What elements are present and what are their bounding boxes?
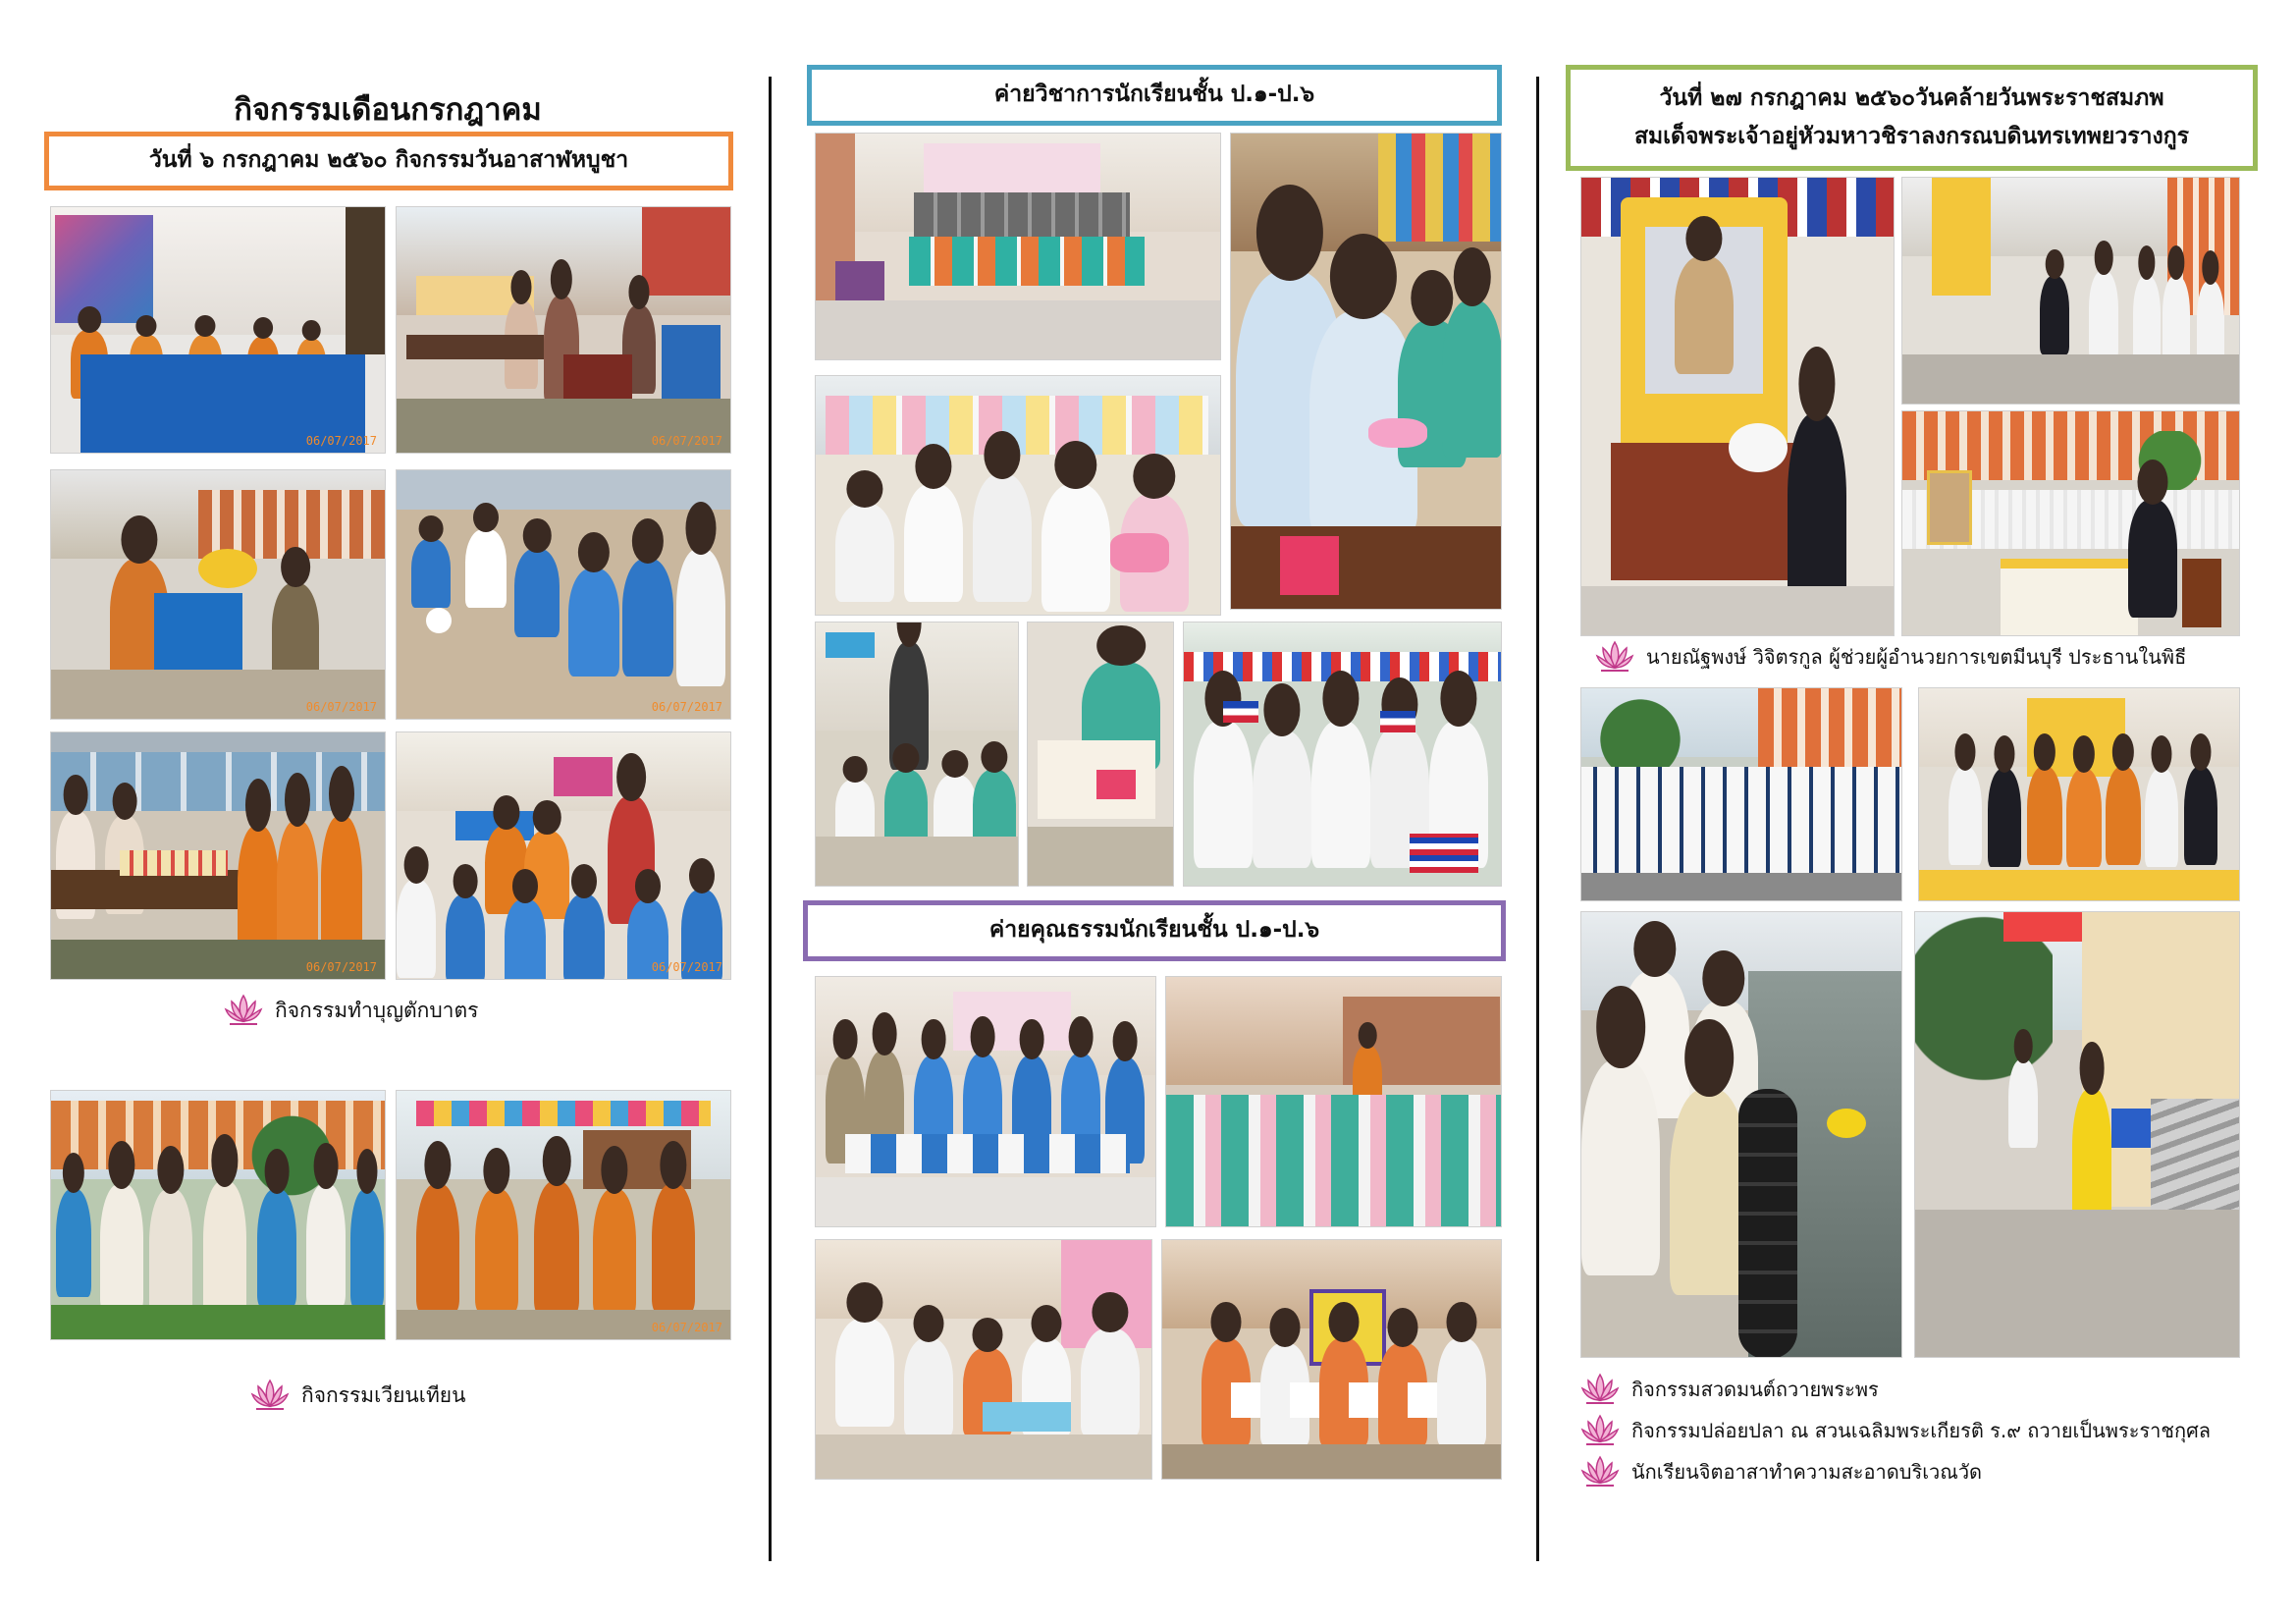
photo-giving-alms: [50, 731, 386, 980]
banner-moral-camp: [803, 900, 1506, 961]
photo-date-stamp: 06/07/2017: [651, 1321, 722, 1334]
photo-date-stamp: 06/07/2017: [305, 960, 377, 974]
photo-moral-camp-group: [815, 976, 1156, 1227]
photo-parents-at-tables: [396, 206, 731, 454]
caption-candle-procession: [250, 1379, 465, 1412]
lotus-icon: [1580, 1373, 1620, 1406]
caption-temple-cleaning-text: นักเรียนจิตอาสาทำความสะอาดบริเวณวัด: [1631, 1460, 1983, 1484]
photo-students-with-certificates: [1161, 1239, 1502, 1480]
photo-students-sitting-floor: [815, 622, 1019, 887]
banner-kings-birthday: [1566, 65, 2258, 171]
photo-students-assembly-field: [1580, 687, 1902, 901]
column-divider-right: [1536, 77, 1539, 1561]
banner-asalha-bucha: [44, 132, 733, 190]
lotus-icon: [250, 1379, 290, 1412]
photo-students-holding-crafts: [1230, 133, 1502, 610]
photo-date-stamp: 06/07/2017: [651, 700, 722, 714]
caption-alms-giving-text: กิจกรรมทำบุญตักบาตร: [275, 998, 479, 1022]
page-title: กิจกรรมเดือนกรกฎาคม: [234, 92, 542, 128]
banner-academic-camp-text: ค่ายวิชาการนักเรียนชั้น ป.๑-ป.๖: [993, 81, 1315, 108]
photo-students-with-flags: [1183, 622, 1502, 887]
photo-monks-at-table: [50, 206, 386, 454]
lotus-icon: [224, 994, 263, 1027]
caption-fish-release-text: กิจกรรมปล่อยปลา ณ สวนเฉลิมพระเกียรติ ร.๙ ถวายเป็นพระราชกุศล: [1631, 1419, 2212, 1442]
photo-moral-camp-hall: [1165, 976, 1502, 1227]
photo-monks-and-officials: [1918, 687, 2240, 901]
photo-students-with-sign: [815, 1239, 1152, 1480]
photo-children-queue-monks: [396, 731, 731, 980]
photo-students-kneeling: [396, 469, 731, 720]
caption-temple-cleaning: [1580, 1455, 1982, 1489]
caption-alms-giving: [224, 994, 478, 1027]
photo-candle-procession-teachers: [50, 1090, 386, 1340]
caption-ceremony-president-text: นายณัฐพงษ์ วิจิตรกูล ผู้ช่วยผู้อำนวยการเขตมีนบุรี ประธานในพิธี: [1646, 645, 2187, 669]
caption-ceremony-president: [1595, 640, 2186, 674]
banner-asalha-bucha-text: วันที่ ๖ กรกฎาคม ๒๕๖๐ กิจกรรมวันอาสาฬหบูชา: [148, 147, 629, 174]
photo-date-stamp: 06/07/2017: [305, 700, 377, 714]
lotus-icon: [1595, 640, 1634, 674]
banner-moral-camp-text: ค่ายคุณธรรมนักเรียนชั้น ป.๑-ป.๖: [988, 917, 1320, 944]
photo-candle-procession-monks: [396, 1090, 731, 1340]
photo-date-stamp: 06/07/2017: [305, 434, 377, 448]
photo-ceremony-assembly: [1901, 177, 2240, 405]
caption-fish-release: [1580, 1414, 2211, 1447]
photo-royal-portrait-ceremony: [1580, 177, 1895, 636]
banner-kings-birthday-line1: วันที่ ๒๗ กรกฎาคม ๒๕๖๐วันคล้ายวันพระราชสมภพ: [1659, 84, 2164, 111]
caption-prayer-blessing-text: กิจกรรมสวดมนต์ถวายพระพร: [1631, 1378, 1879, 1401]
lotus-icon: [1580, 1455, 1620, 1489]
caption-candle-procession-text: กิจกรรมเวียนเทียน: [301, 1382, 466, 1407]
photo-offering-to-monk: [50, 469, 386, 720]
photo-releasing-fish: [1580, 911, 1902, 1358]
banner-academic-camp: [807, 65, 1502, 126]
photo-date-stamp: 06/07/2017: [651, 960, 722, 974]
photo-date-stamp: 06/07/2017: [651, 434, 722, 448]
photo-student-volunteers-sweeping: [1914, 911, 2240, 1358]
column-divider-left: [769, 77, 772, 1561]
lotus-icon: [1580, 1414, 1620, 1447]
banner-kings-birthday-line2: สมเด็จพระเจ้าอยู่หัวมหาวชิราลงกรณบดินทรเทพยวรางกูร: [1633, 124, 2190, 149]
caption-prayer-blessing: [1580, 1373, 1879, 1406]
photo-student-crafting: [1027, 622, 1174, 887]
photo-signing-ceremony: [1901, 410, 2240, 636]
photo-academic-camp-group: [815, 133, 1221, 360]
photo-classroom-crafts: [815, 375, 1221, 616]
